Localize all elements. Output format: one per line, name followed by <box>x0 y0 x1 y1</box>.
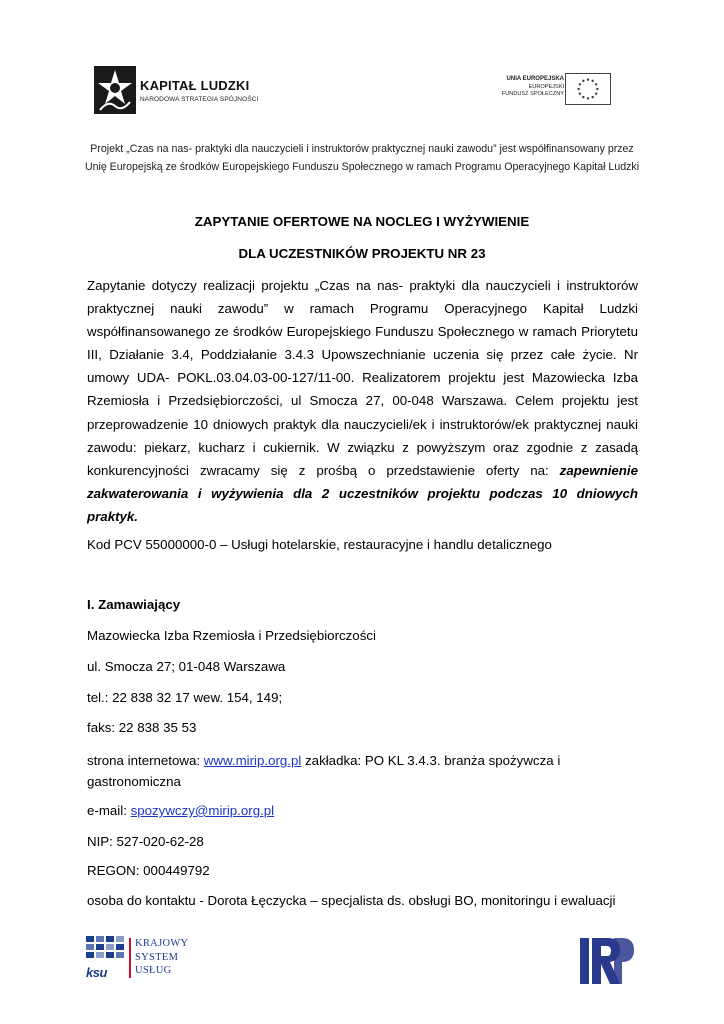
eu-star <box>595 92 597 94</box>
document-subtitle: DLA UCZESTNIKÓW PROJEKTU NR 23 <box>238 246 486 261</box>
kapital-ludzki-logo <box>88 64 258 116</box>
orderer-fax: faks: 22 838 35 53 <box>87 720 197 735</box>
eu-star <box>582 96 584 98</box>
eu-star <box>579 92 581 94</box>
ksu-logo <box>86 936 196 982</box>
document-title: ZAPYTANIE OFERTOWE NA NOCLEG I WYŻYWIENIE <box>194 214 530 229</box>
website-label: strona internetowa: <box>87 753 204 768</box>
kapital-ludzki-subtitle: NARODOWA STRATEGIA SPÓJNOŚCI <box>140 96 259 103</box>
orderer-name: Mazowiecka Izba Rzemiosła i Przedsiębiorczości <box>87 628 376 643</box>
eu-flag-icon <box>565 73 611 105</box>
eu-star <box>596 88 598 90</box>
ksu-grid-icon <box>86 936 126 966</box>
ksu-line1: KRAJOWY <box>135 938 189 949</box>
orderer-email <box>87 803 274 818</box>
ksu-separator <box>129 938 131 978</box>
email-label: e-mail: <box>87 803 131 818</box>
pcv-code: Kod PCV 55000000-0 – Usługi hotelarskie, restauracyjne i handlu detalicznego <box>87 537 552 552</box>
eu-logo-text <box>502 76 564 99</box>
ksu-line3: USŁUG <box>135 965 172 976</box>
eu-logo-line1: UNIA EUROPEJSKA <box>506 76 564 82</box>
eu-star <box>582 80 584 82</box>
body-paragraph <box>87 274 638 528</box>
section-title: I. Zamawiający <box>87 597 181 612</box>
eu-star <box>591 96 593 98</box>
ksu-words <box>135 937 188 978</box>
website-rest: zakładka: PO KL 3.4.3. branża spożywcza i gastronomiczna <box>87 753 561 789</box>
eu-logo <box>496 73 616 109</box>
email-link[interactable]: spozywczy@mirip.org.pl <box>130 803 275 818</box>
eu-star <box>587 78 589 80</box>
eu-logo-line2: EUROPEJSKI <box>528 83 564 90</box>
orderer-website <box>87 750 647 792</box>
eu-star <box>591 80 593 82</box>
ksu-line2: SYSTEM <box>135 951 179 963</box>
body-emphasis: zapewnienie zakwaterowania i wyżywienia dla 2 uczestników projektu podczas 10 dniowych praktyk. <box>87 462 638 524</box>
orderer-nip: NIP: 527-020-62-28 <box>87 834 204 849</box>
eu-logo-line3: FUNDUSZ SPOŁECZNY <box>501 91 564 98</box>
eu-star <box>579 83 581 85</box>
kapital-ludzki-title: KAPITAŁ LUDZKI <box>140 78 250 93</box>
body-text: Zapytanie dotyczy realizacji projektu „Czas na nas- praktyki dla nauczycieli i instruktorów praktycznej nauki zawodu” w ramach Programu Operacyjnego Kapitał Ludzki współfinansowanego ze środków Europejskiego Funduszu Społecznego w ramach Priorytetu III, Działanie 3.4, Poddziałanie 3.4.3 Upowszechnianie uczenia się przez całe życie. Nr umowy UDA- POKL.03.04.03-00-127/11-00. Realizatorem projektu jest Mazowiecka Izba Rzemiosła i Przedsiębiorczości, ul Smocza 27, 00-048 Warszawa. Celem projektu jest przeprowadzenie 10 dniowych praktyk dla nauczycieli/ek i instruktorów/ek praktycznej nauki zawodu: piekarz, kucharz i cukiernik. W związku z powyższym oraz zgodnie z zasadą konkurencyjności zwracamy się z prośbą o przedstawienie oferty na: <box>87 278 638 478</box>
orderer-regon: REGON: 000449792 <box>87 863 210 878</box>
eu-star <box>577 88 579 90</box>
orderer-address: ul. Smocza 27; 01-048 Warszawa <box>87 659 286 674</box>
project-intro: Projekt „Czas na nas- praktyki dla nauczycieli i instruktorów praktycznej nauki zawodu” jest współfinansowany przez Unię Europejską ze środków Europejskiego Funduszu Społecznego w ramach Programu Operacyjnego Kapitał Ludzki <box>84 143 640 173</box>
eu-star <box>595 83 597 85</box>
eu-star <box>587 97 589 99</box>
irp-logo-icon <box>578 934 634 988</box>
website-link[interactable]: www.mirip.org.pl <box>203 753 302 768</box>
contact-person: osoba do kontaktu - Dorota Łęczycka – specjalista ds. obsługi BO, monitoringu i ewaluacji <box>87 893 616 908</box>
kapital-ludzki-star-icon <box>94 66 136 114</box>
ksu-abbr: ksu <box>86 965 107 980</box>
orderer-phone: tel.: 22 838 32 17 wew. 154, 149; <box>87 690 283 705</box>
